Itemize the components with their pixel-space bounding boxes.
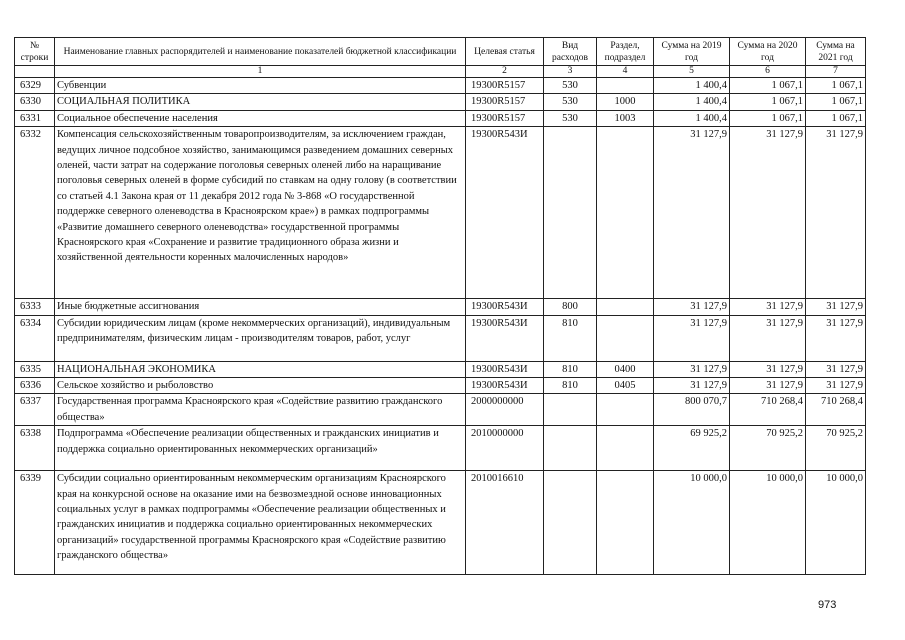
row-sum-2021: 31 127,9 xyxy=(806,127,866,299)
row-expense-type: 800 xyxy=(544,299,597,315)
row-name: Государственная программа Красноярского края «Содействие развитию гражданского общества» xyxy=(55,394,466,426)
table-row xyxy=(15,426,866,471)
row-expense-type: 810 xyxy=(544,315,597,361)
row-sum-2020: 1 067,1 xyxy=(730,78,806,94)
table-body xyxy=(15,78,866,575)
row-expense-type xyxy=(544,127,597,299)
row-section: 1000 xyxy=(597,94,654,110)
row-section xyxy=(597,127,654,299)
index-cell: 2 xyxy=(466,66,544,78)
row-sum-2019: 31 127,9 xyxy=(654,315,730,361)
index-cell: 5 xyxy=(654,66,730,78)
row-expense-type: 530 xyxy=(544,94,597,110)
row-target-code: 19300R5157 xyxy=(466,110,544,126)
row-sum-2020: 1 067,1 xyxy=(730,110,806,126)
row-target-code: 19300R543И xyxy=(466,378,544,394)
row-sum-2020: 1 067,1 xyxy=(730,94,806,110)
row-sum-2020: 31 127,9 xyxy=(730,315,806,361)
row-sum-2020: 31 127,9 xyxy=(730,361,806,377)
row-expense-type: 530 xyxy=(544,78,597,94)
row-sum-2020: 10 000,0 xyxy=(730,471,806,575)
budget-table xyxy=(14,37,866,575)
row-sum-2021: 31 127,9 xyxy=(806,315,866,361)
row-sum-2021: 31 127,9 xyxy=(806,378,866,394)
row-name: Субвенции xyxy=(55,78,466,94)
index-cell: 4 xyxy=(597,66,654,78)
table-row xyxy=(15,394,866,426)
header-row xyxy=(15,38,866,66)
row-name: Иные бюджетные ассигнования xyxy=(55,299,466,315)
row-target-code: 19300R5157 xyxy=(466,94,544,110)
row-sum-2020: 70 925,2 xyxy=(730,426,806,471)
row-sum-2021: 1 067,1 xyxy=(806,110,866,126)
row-name: Субсидии социально ориентированным некоммерческим организациям Красноярского края на конкурсной основе на оказание ими на безвозмездной основе инновационных социальных услуг в рамках подпрограммы «Обеспечение реализации общественных и гражданских инициатив и поддержка социально ориентированных некоммерческих организаций» государственной программы Красноярского края «Содействие развитию гражданского общества» xyxy=(55,471,466,575)
row-name: СОЦИАЛЬНАЯ ПОЛИТИКА xyxy=(55,94,466,110)
row-section: 0405 xyxy=(597,378,654,394)
row-sum-2019: 69 925,2 xyxy=(654,426,730,471)
row-target-code: 19300R543И xyxy=(466,299,544,315)
header-vr: Вид расходов xyxy=(544,38,597,66)
row-number: 6337 xyxy=(15,394,55,426)
row-target-code: 19300R543И xyxy=(466,127,544,299)
row-sum-2019: 1 400,4 xyxy=(654,110,730,126)
table-row xyxy=(15,78,866,94)
table-row xyxy=(15,94,866,110)
header-rz: Раздел, подраздел xyxy=(597,38,654,66)
row-expense-type xyxy=(544,394,597,426)
row-name: Субсидии юридическим лицам (кроме некоммерческих организаций), индивидуальным предпринимателям, физическим лицам - производителям товаров, работ, услуг xyxy=(55,315,466,361)
row-sum-2021: 1 067,1 xyxy=(806,78,866,94)
row-number: 6338 xyxy=(15,426,55,471)
row-target-code: 19300R5157 xyxy=(466,78,544,94)
header-s2020: Сумма на 2020 год xyxy=(730,38,806,66)
row-section: 1003 xyxy=(597,110,654,126)
row-number: 6336 xyxy=(15,378,55,394)
row-section: 0400 xyxy=(597,361,654,377)
row-section xyxy=(597,78,654,94)
row-expense-type: 810 xyxy=(544,378,597,394)
row-section xyxy=(597,299,654,315)
row-name: Подпрограмма «Обеспечение реализации общественных и гражданских инициатив и поддержка социально ориентированных некоммерческих организаций» xyxy=(55,426,466,471)
row-name: Социальное обеспечение населения xyxy=(55,110,466,126)
row-sum-2019: 1 400,4 xyxy=(654,78,730,94)
row-sum-2019: 31 127,9 xyxy=(654,299,730,315)
row-target-code: 2010016610 xyxy=(466,471,544,575)
index-cell: 3 xyxy=(544,66,597,78)
row-section xyxy=(597,426,654,471)
table-row xyxy=(15,361,866,377)
table-row xyxy=(15,110,866,126)
row-sum-2021: 10 000,0 xyxy=(806,471,866,575)
row-sum-2019: 31 127,9 xyxy=(654,127,730,299)
header-num: № строки xyxy=(15,38,55,66)
row-sum-2020: 31 127,9 xyxy=(730,378,806,394)
table-row xyxy=(15,471,866,575)
row-sum-2021: 31 127,9 xyxy=(806,299,866,315)
row-sum-2020: 710 268,4 xyxy=(730,394,806,426)
header-code: Целевая статья xyxy=(466,38,544,66)
table-row xyxy=(15,299,866,315)
table-row xyxy=(15,315,866,361)
table-row xyxy=(15,127,866,299)
row-sum-2019: 10 000,0 xyxy=(654,471,730,575)
row-sum-2020: 31 127,9 xyxy=(730,299,806,315)
row-sum-2019: 1 400,4 xyxy=(654,94,730,110)
index-cell: 6 xyxy=(730,66,806,78)
row-number: 6335 xyxy=(15,361,55,377)
row-sum-2021: 1 067,1 xyxy=(806,94,866,110)
row-number: 6329 xyxy=(15,78,55,94)
row-section xyxy=(597,315,654,361)
row-target-code: 19300R543И xyxy=(466,315,544,361)
index-cell xyxy=(15,66,55,78)
row-sum-2021: 710 268,4 xyxy=(806,394,866,426)
header-s2019: Сумма на 2019 год xyxy=(654,38,730,66)
row-number: 6332 xyxy=(15,127,55,299)
row-sum-2020: 31 127,9 xyxy=(730,127,806,299)
row-target-code: 19300R543И xyxy=(466,361,544,377)
row-target-code: 2000000000 xyxy=(466,394,544,426)
row-name: НАЦИОНАЛЬНАЯ ЭКОНОМИКА xyxy=(55,361,466,377)
row-expense-type: 810 xyxy=(544,361,597,377)
row-name: Сельское хозяйство и рыболовство xyxy=(55,378,466,394)
row-sum-2021: 70 925,2 xyxy=(806,426,866,471)
row-number: 6330 xyxy=(15,94,55,110)
row-sum-2019: 800 070,7 xyxy=(654,394,730,426)
row-number: 6334 xyxy=(15,315,55,361)
row-expense-type xyxy=(544,471,597,575)
header-name: Наименование главных распорядителей и наименование показателей бюджетной классификации xyxy=(55,38,466,66)
row-sum-2021: 31 127,9 xyxy=(806,361,866,377)
row-section xyxy=(597,394,654,426)
row-sum-2019: 31 127,9 xyxy=(654,361,730,377)
row-expense-type: 530 xyxy=(544,110,597,126)
row-number: 6333 xyxy=(15,299,55,315)
row-expense-type xyxy=(544,426,597,471)
row-target-code: 2010000000 xyxy=(466,426,544,471)
row-number: 6331 xyxy=(15,110,55,126)
row-number: 6339 xyxy=(15,471,55,575)
row-sum-2019: 31 127,9 xyxy=(654,378,730,394)
table-row xyxy=(15,378,866,394)
index-cell: 1 xyxy=(55,66,466,78)
row-section xyxy=(597,471,654,575)
row-name: Компенсация сельскохозяйственным товаропроизводителям, за исключением граждан, ведущих личное подсобное хозяйство, занимающимся разведением домашних северных оленей, части затрат на содержание поголовья северных оленей либо на наращивание поголовья северных оленей в форме субсидий по ставкам на одну голову (в соответствии со статьей 4.1 Закона края от 11 декабря 2012 года № 3-868 «О государственной поддержке северного оленеводства в Красноярском крае») в рамках подпрограммы «Развитие домашнего северного оленеводства» государственной программы Красноярского края «Сохранение и развитие традиционного образа жизни и хозяйственной деятельности коренных малочисленных народов» xyxy=(55,127,466,299)
index-cell: 7 xyxy=(806,66,866,78)
column-index-row xyxy=(15,66,866,78)
page-number: 973 xyxy=(818,599,837,611)
header-s2021: Сумма на 2021 год xyxy=(806,38,866,66)
